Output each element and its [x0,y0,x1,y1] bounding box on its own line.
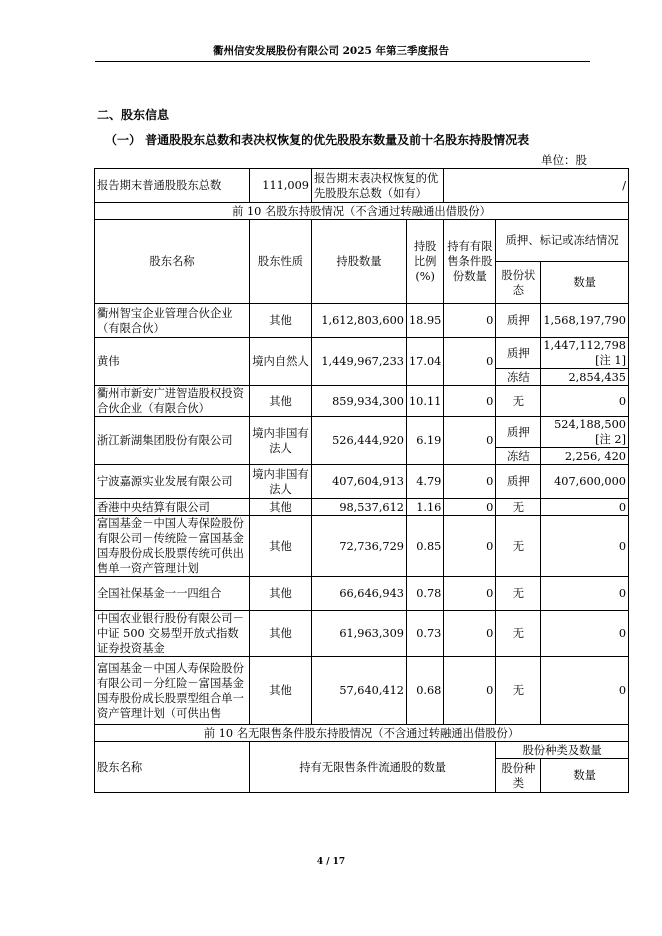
top10-header-row [95,220,629,262]
pledge-quantity: 0 [541,577,629,611]
col-header-shares: 持股数量 [312,220,407,304]
shareholder-nature: 境内非国有法人 [250,465,312,499]
header-divider [95,61,590,62]
share-status: 质押 [496,304,541,338]
shareholder-nature: 其他 [250,611,312,657]
pledge-quantity: 0 [541,386,629,417]
shareholder-name: 浙江新湖集团股份有限公司 [95,417,250,465]
shares-held: 72,736,729 [312,516,407,577]
shareholder-nature: 其他 [250,304,312,338]
preferred-shareholders-value: / [444,169,629,203]
section-title: 二、股东信息 [97,108,170,122]
holding-ratio: 0.73 [407,611,444,657]
section-subtitle: （一） 普通股股东总数和表决权恢复的优先股股东数量及前十名股东持股情况表 [105,133,530,147]
table-row [95,338,629,369]
col-header-pledge: 质押、标记或冻结情况 [496,220,629,262]
col-header-qty: 数量 [541,759,629,793]
shareholder-name: 衢州智宝企业管理合伙企业（有限合伙） [95,304,250,338]
shares-held: 57,640,412 [312,657,407,725]
shares-held: 1,612,803,600 [312,304,407,338]
share-status: 冻结 [496,448,541,465]
table-row [95,657,629,725]
holding-ratio: 6.19 [407,417,444,465]
restricted-shares: 0 [444,611,496,657]
frozen-quantity: 2,854,435 [541,369,629,386]
holding-ratio: 0.85 [407,516,444,577]
col-header-name: 股东名称 [95,220,250,304]
shareholder-nature: 其他 [250,657,312,725]
unrestricted-caption: 前 10 名无限售条件股东持股情况（不含通过转融通出借股份） [95,725,629,742]
share-status: 无 [496,611,541,657]
shares-held: 407,604,913 [312,465,407,499]
pledge-quantity [541,417,629,448]
restricted-shares: 0 [444,657,496,725]
restricted-shares: 0 [444,338,496,386]
holding-ratio: 0.68 [407,657,444,725]
unrestricted-caption-row [95,725,629,742]
shares-held: 66,646,943 [312,577,407,611]
unrestricted-header-row [95,742,629,759]
footnote-ref: [注 2] [595,433,626,446]
share-status: 质押 [496,417,541,448]
restricted-shares: 0 [444,465,496,499]
holding-ratio: 10.11 [407,386,444,417]
pledge-quantity: 407,600,000 [541,465,629,499]
table-row [95,516,629,577]
summary-row [95,169,629,203]
table-row [95,386,629,417]
shareholder-nature: 其他 [250,386,312,417]
shareholder-name: 富国基金－中国人寿保险股份有限公司－分红险－富国基金国寿股份成长股票型组合单一资产管理计划（可供出售 [95,657,250,725]
page-number: 4 / 17 [316,857,346,867]
pledge-quantity: 1,568,197,790 [541,304,629,338]
shareholder-nature: 其他 [250,516,312,577]
share-status: 无 [496,386,541,417]
col-header-unrestricted-shares: 持有无限售条件流通股的数量 [250,742,496,793]
shares-held: 859,934,300 [312,386,407,417]
footnote-ref: [注 1] [595,354,626,367]
restricted-shares: 0 [444,386,496,417]
shareholder-table [94,168,629,793]
unit-label: 单位：股 [541,153,587,167]
holding-ratio: 17.04 [407,338,444,386]
shares-held: 61,963,309 [312,611,407,657]
share-status: 无 [496,657,541,725]
table-row [95,499,629,516]
pledge-quantity: 0 [541,499,629,516]
col-header-type: 股份种类 [496,759,541,793]
col-header-name: 股东名称 [95,742,250,793]
top10-caption-row [95,203,629,220]
shareholder-nature: 境内自然人 [250,338,312,386]
shareholder-nature: 境内非国有法人 [250,417,312,465]
table-row [95,577,629,611]
holding-ratio: 1.16 [407,499,444,516]
preferred-shareholders-label: 报告期末表决权恢复的优先股股东总数（如有） [312,169,444,203]
col-header-status: 股份状态 [496,262,541,304]
shareholder-nature: 其他 [250,577,312,611]
frozen-quantity: 2,256, 420 [541,448,629,465]
shareholder-name: 香港中央结算有限公司 [95,499,250,516]
shareholder-name: 黄伟 [95,338,250,386]
share-status: 无 [496,577,541,611]
share-status: 质押 [496,338,541,369]
table-row [95,465,629,499]
pledge-quantity-value: 524,188,500 [554,418,626,431]
restricted-shares: 0 [444,304,496,338]
top10-caption: 前 10 名股东持股情况（不含通过转融通出借股份） [95,203,629,220]
total-shareholders-label: 报告期末普通股股东总数 [95,169,250,203]
share-status: 质押 [496,465,541,499]
report-header-title: 衢州信安发展股份有限公司 2025 年第三季度报告 [212,45,450,57]
pledge-quantity [541,338,629,369]
share-status: 冻结 [496,369,541,386]
total-shareholders-value: 111,009 [250,169,312,203]
holding-ratio: 18.95 [407,304,444,338]
restricted-shares: 0 [444,577,496,611]
col-header-nature: 股东性质 [250,220,312,304]
table-row [95,611,629,657]
shares-held: 1,449,967,233 [312,338,407,386]
shareholder-nature: 其他 [250,499,312,516]
pledge-quantity: 0 [541,611,629,657]
shares-held: 526,444,920 [312,417,407,465]
restricted-shares: 0 [444,516,496,577]
holding-ratio: 0.78 [407,577,444,611]
share-status: 无 [496,516,541,577]
shareholder-name: 宁波嘉源实业发展有限公司 [95,465,250,499]
shareholder-name: 全国社保基金一一四组合 [95,577,250,611]
share-status: 无 [496,499,541,516]
holding-ratio: 4.79 [407,465,444,499]
shareholder-name: 富国基金－中国人寿保险股份有限公司－传统险－富国基金国寿股份成长股票传统可供出售单一资产管理计划 [95,516,250,577]
table-row [95,304,629,338]
col-header-type-qty: 股份种类及数量 [496,742,629,759]
pledge-quantity-value: 1,447,112,798 [543,339,626,352]
pledge-quantity: 0 [541,516,629,577]
restricted-shares: 0 [444,417,496,465]
col-header-qty: 数量 [541,262,629,304]
pledge-quantity: 0 [541,657,629,725]
shareholder-name: 衢州市新安广进智造股权投资合伙企业（有限合伙） [95,386,250,417]
restricted-shares: 0 [444,499,496,516]
table-row [95,417,629,448]
shares-held: 98,537,612 [312,499,407,516]
col-header-ratio: 持股比例(%) [407,220,444,304]
shareholder-name: 中国农业银行股份有限公司－中证 500 交易型开放式指数证券投资基金 [95,611,250,657]
col-header-restricted: 持有有限售条件股份数量 [444,220,496,304]
